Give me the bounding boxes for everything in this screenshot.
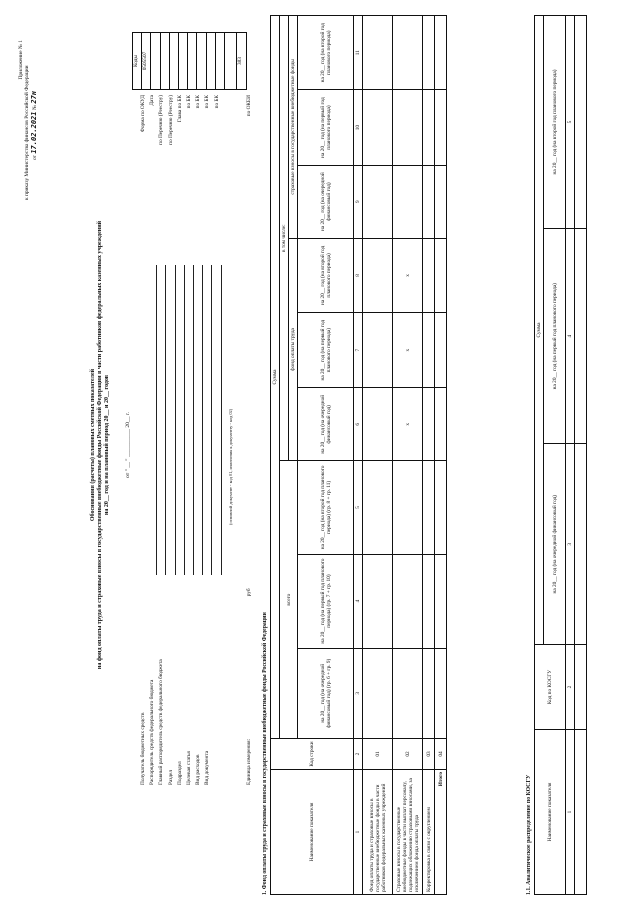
fill-line-section[interactable] (176, 265, 185, 575)
appendix-number-label: № (32, 104, 39, 111)
s1-cell[interactable] (393, 16, 423, 90)
fill-line-target-article[interactable] (194, 265, 203, 575)
s1-head-total-y1: на 20__ год (на очередной финансовый год) (гр. 6 + гр. 9) (298, 648, 354, 738)
s1-cell[interactable] (423, 313, 435, 388)
s2-cell[interactable] (575, 16, 587, 229)
s1-cell[interactable] (423, 16, 435, 90)
s1-cell[interactable] (363, 16, 393, 90)
s2-head-y2: на 20__ год (на первый год планового периода) (544, 228, 566, 444)
s1-cell[interactable] (435, 388, 447, 461)
s1-colnum: 1 (354, 770, 363, 895)
code-cell-spacer (225, 33, 237, 89)
s1-row1-code: 01 (363, 739, 393, 770)
s2-colnum: 5 (566, 16, 575, 229)
s1-x-mark: x (393, 238, 423, 312)
code-cell-bk-3[interactable] (207, 33, 216, 89)
s1-head-code: Код строки (271, 739, 354, 770)
s1-cell[interactable] (393, 461, 423, 554)
fill-line-recipient[interactable] (148, 265, 157, 575)
s1-head-sum: Сумма (271, 16, 280, 739)
s2-cell[interactable] (575, 730, 587, 895)
fill-line-chief-manager[interactable] (166, 265, 175, 575)
s2-colnum: 4 (566, 228, 575, 444)
s1-cell[interactable] (363, 90, 393, 165)
s1-cell[interactable] (423, 165, 435, 238)
s1-head-total-y3: на 20__ год (на второй год планового периода) (гр. 8 + гр. 11) (298, 461, 354, 554)
code-labels (140, 95, 223, 215)
s1-cell[interactable] (363, 648, 393, 738)
code-okud-value: 0505507 (142, 33, 151, 89)
s1-head-name: Наименование показателя (271, 770, 354, 895)
code-label-bk-1: по БК (185, 95, 192, 109)
s1-cell[interactable] (423, 238, 435, 312)
requisite-target-article: Целевая статья (185, 751, 192, 785)
s1-colnum: 7 (354, 313, 363, 388)
appendix-header (18, 10, 39, 200)
s1-cell[interactable] (435, 165, 447, 238)
appendix-line2: к приказу Министерства финансов Российской Федерации (24, 65, 31, 200)
s1-head-ins: страховые взносы в государственные внебюджетные фонды (289, 16, 298, 239)
requisite-fill-lines (148, 265, 222, 575)
s1-colnum: 6 (354, 388, 363, 461)
s1-cell[interactable] (393, 90, 423, 165)
s2-cell[interactable] (575, 645, 587, 730)
requisite-section: Раздел (167, 770, 174, 785)
s1-head-fot-y1: на 20__ год (на очередной финансовый год) (298, 388, 354, 461)
s1-head-total-y2: на 20__ год (на первый год планового периода) (гр. 7 + гр. 10) (298, 554, 354, 648)
document-date: от " __ " __________ 20__ г. (125, 412, 131, 478)
s1-head-total: всего (280, 461, 298, 739)
s1-row2-code: 02 (393, 739, 423, 770)
s1-head-fot: фонд оплаты труда (289, 238, 298, 461)
requisite-recipient: Получатель бюджетных средств (140, 712, 146, 785)
title-line3: на 20__ год и на плановый период 20__ и 20__ годов (103, 374, 110, 516)
s2-colnum: 2 (566, 645, 575, 730)
section1-title: 1. Фонд оплаты труда и страховые взносы в государственные внебюджетные фонды Российской Федерации (262, 612, 268, 895)
s1-colnum: 10 (354, 90, 363, 165)
requisite-manager: Распорядитель средств федерального бюджета (149, 679, 156, 785)
code-label-bk-3: по БК (204, 95, 211, 109)
s1-cell[interactable] (423, 388, 435, 461)
s1-x-mark: x (393, 313, 423, 388)
code-cell-bk-1[interactable] (188, 33, 197, 89)
s2-head-name: Наименование показателя (535, 730, 566, 895)
s1-cell[interactable] (363, 554, 393, 648)
codes-box (132, 32, 247, 90)
code-cell-bk-2[interactable] (197, 33, 206, 89)
fill-line-subsection[interactable] (185, 265, 194, 575)
s1-cell[interactable] (423, 554, 435, 648)
s1-head-fot-y3: на 20__ год (на второй год планового периода) (298, 238, 354, 312)
s1-cell[interactable] (423, 90, 435, 165)
s1-cell[interactable] (435, 461, 447, 554)
code-cell-date[interactable] (151, 33, 160, 89)
appendix-line1: Приложение № 1 (18, 40, 24, 80)
requisite-doc-type: Вид документа (204, 750, 211, 785)
s1-cell[interactable] (393, 165, 423, 238)
s1-row4-code: 04 (435, 739, 447, 770)
s1-colnum: 3 (354, 648, 363, 738)
s1-cell[interactable] (363, 388, 393, 461)
table-row (423, 16, 435, 895)
s1-row2-name: Страховые взносы в государственные внебюджетные фонды в части выплат персоналу, подлежащих обложению страховыми взносами, за исключением фонда оплаты труда (393, 770, 423, 895)
s1-colnum: 9 (354, 165, 363, 238)
table-row (393, 16, 423, 895)
code-label-okud: Форма по ОКУД (140, 95, 146, 133)
s1-cell[interactable] (363, 313, 393, 388)
requisite-chief-manager: Главный распорядитель средств федерального бюджета (158, 659, 165, 785)
s2-cell[interactable] (575, 228, 587, 444)
s1-colnum: 4 (354, 554, 363, 648)
code-label-date: Дата (149, 95, 156, 106)
title-line1: Обоснования (расчеты) плановых сметных показателей (90, 368, 96, 522)
code-cell-registry-1[interactable] (161, 33, 170, 89)
unit-label: Единица измерения: (246, 738, 252, 785)
table-row (363, 16, 393, 895)
section2-title: 1.1. Аналитическое распределение по КОСГУ (526, 774, 532, 895)
s2-colnum: 3 (566, 444, 575, 645)
section1-table (270, 15, 447, 895)
s2-head-y1: на 20__ год (на очередной финансовый год) (544, 444, 566, 645)
fill-line-manager[interactable] (157, 265, 166, 575)
code-label-bk-2: по БК (195, 95, 202, 109)
code-okei-value: 383 (236, 57, 243, 65)
code-label-head-bk: Глава по БК (176, 95, 183, 123)
s1-cell[interactable] (363, 165, 393, 238)
s2-head-y3: на 20__ год (на второй год планового периода) (544, 16, 566, 229)
document-title (90, 135, 111, 755)
s1-head-incl: в том числе: (280, 16, 289, 461)
s1-cell[interactable] (393, 554, 423, 648)
s1-head-ins-y3: на 20__ год (на второй год планового периода) (298, 16, 354, 90)
s1-cell[interactable] (435, 313, 447, 388)
appendix-from-label: от (32, 155, 39, 160)
s1-row3-code: 03 (423, 739, 435, 770)
s1-cell[interactable] (435, 554, 447, 648)
s1-cell[interactable] (393, 648, 423, 738)
code-label-registry-2: по Перечню (Реестру) (167, 95, 174, 145)
appendix-date: 17.02.2021 (30, 111, 39, 154)
section2-table (534, 15, 587, 895)
code-cell-registry-2[interactable] (170, 33, 179, 89)
code-label-bk-4: по БК (213, 95, 220, 109)
s1-colnum: 8 (354, 238, 363, 312)
s1-cell[interactable] (435, 16, 447, 90)
s2-head-kosgu: Код по КОСГУ (535, 645, 566, 730)
s1-x-mark: x (393, 388, 423, 461)
s2-colnum: 1 (566, 730, 575, 895)
s1-total-label: Итого (435, 770, 447, 895)
s1-colnum: 2 (354, 739, 363, 770)
fill-line-doc-type[interactable] (212, 265, 221, 575)
s1-cell[interactable] (435, 648, 447, 738)
table-row (435, 16, 447, 895)
requisite-expense-type: Вид расходов (195, 754, 202, 785)
unit-value: руб (246, 588, 252, 597)
s1-head-fot-y2: на 20__ год (на первый год планового периода) (298, 313, 354, 388)
title-line2: на фонд оплаты труда и страховые взносы в государственные внебюджетные фонды Российской Федерации в части работников федеральных казенных учреждений (96, 220, 103, 670)
code-label-registry-1: по Перечню (Реестру) (158, 95, 165, 145)
requisite-subsection: Подраздел (176, 761, 183, 785)
s1-cell[interactable] (363, 461, 393, 554)
code-cell-bk-4[interactable] (216, 33, 225, 89)
codes-header: Коды (133, 33, 142, 89)
s2-cell[interactable] (575, 444, 587, 645)
s1-row1-name: Фонд оплаты труда и страховые взносы в государственные внебюджетные фонды в части работников федеральных казенных учреждений (363, 770, 393, 895)
s1-row3-name: Корректировка в связи с округлением (423, 770, 435, 895)
s1-cell[interactable] (363, 238, 393, 312)
table-row (575, 16, 587, 895)
appendix-line3 (30, 10, 38, 200)
fill-line-expense-type[interactable] (203, 265, 212, 575)
unit-row (246, 588, 252, 785)
s2-head-sum: Сумма (535, 16, 544, 645)
s1-head-ins-y2: на 20__ год (на первый год планового периода) (298, 90, 354, 165)
s1-cell[interactable] (423, 648, 435, 738)
code-cell-head-bk[interactable] (179, 33, 188, 89)
s1-cell[interactable] (435, 90, 447, 165)
appendix-number: 27н (30, 90, 39, 104)
s1-head-ins-y1: на 20__ год (на очередной финансовый год) (298, 165, 354, 238)
s1-colnum: 5 (354, 461, 363, 554)
s1-colnum: 11 (354, 16, 363, 90)
okei-label: по ОКЕИ (246, 95, 252, 117)
s1-cell[interactable] (435, 238, 447, 312)
s1-cell[interactable] (423, 461, 435, 554)
doc-type-hint: (основной документ - код 01, изменения к документу - код 02) (228, 408, 233, 525)
